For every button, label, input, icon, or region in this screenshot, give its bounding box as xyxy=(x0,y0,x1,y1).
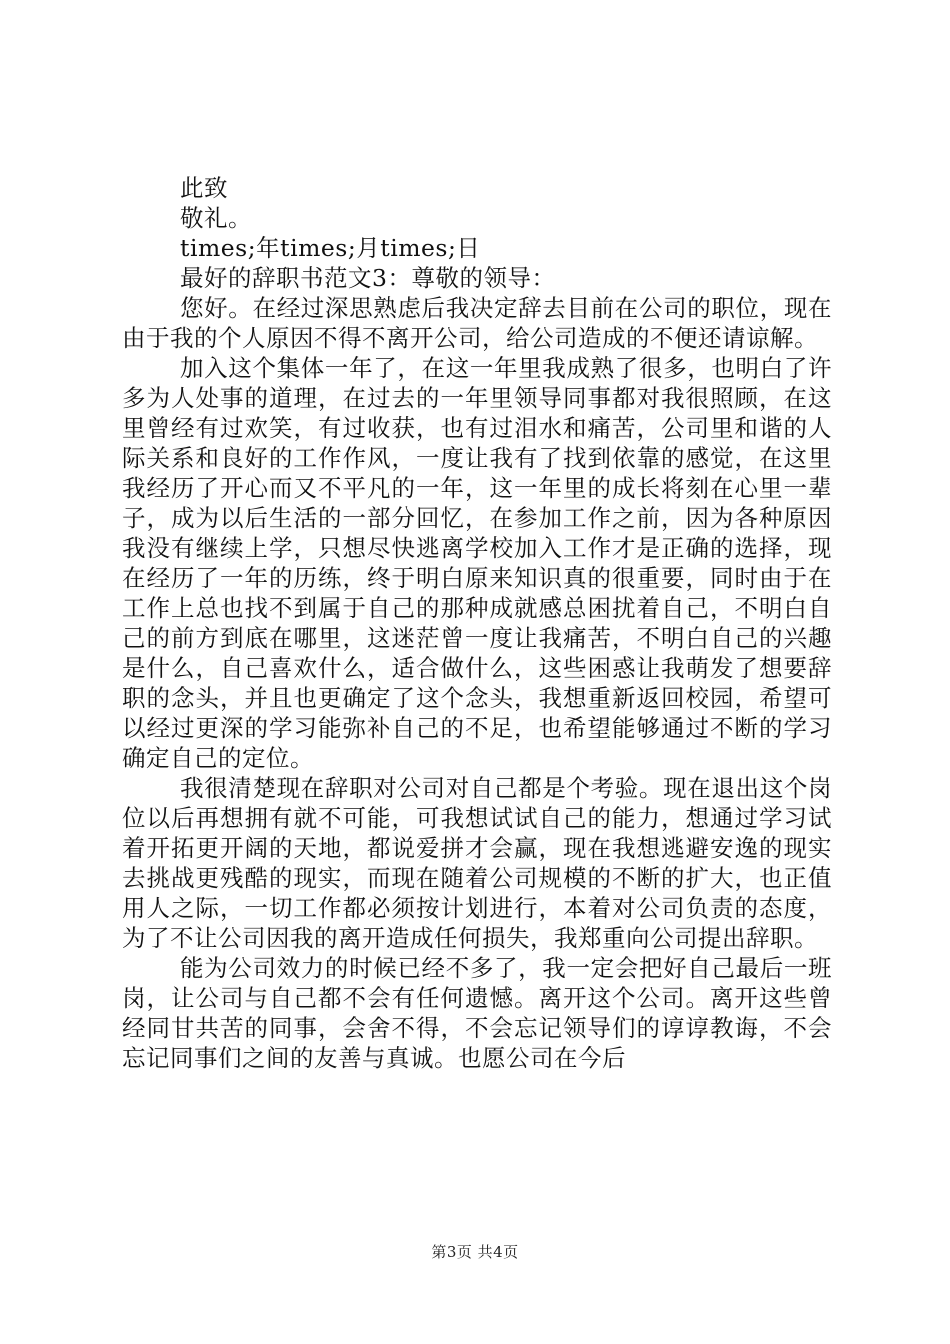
body-paragraph: 我很清楚现在辞职对公司对自己都是个考验。现在退出这个岗位以后再想拥有就不可能，可我想试试自己的能力，想通过学习试着开拓更开阔的天地，都说爱拼才会赢，现在我想逃避安逸的现实去挑战更残酷的现实，而现在随着公司规模的不断的扩大，也正值用人之际，一切工作都必须按计划进行，本着对公司负责的态度，为了不让公司因我的离开造成任何损失，我郑重向公司提出辞职。 xyxy=(122,774,832,952)
document-body xyxy=(122,173,832,1073)
closing-regards: 敬礼。 xyxy=(180,204,252,232)
section-heading: 最好的辞职书范文3：尊敬的领导： xyxy=(180,264,556,292)
body-paragraph: 加入这个集体一年了，在这一年里我成熟了很多，也明白了许多为人处事的道理，在过去的一年里领导同事都对我很照顾，在这里曾经有过欢笑，有过收获，也有过泪水和痛苦，公司里和谐的人际关系和良好的工作作风，一度让我有了找到依靠的感觉，在这里我经历了开心而又不平凡的一年，这一年里的成长将刻在心里一辈子，成为以后生活的一部分回忆，在参加工作之前，因为各种原因我没有继续上学，只想尽快逃离学校加入工作才是正确的选择，现在经历了一年的历练，终于明白原来知识真的很重要，同时由于在工作上总也找不到属于自己的那种成就感总困扰着自己，不明白自己的前方到底在哪里，这迷茫曾一度让我痛苦，不明白自己的兴趣是什么，自己喜欢什么，适合做什么，这些困惑让我萌发了想要辞职的念头，并且也更确定了这个念头，我想重新返回校园，希望可以经过更深的学习能弥补自己的不足，也希望能够通过不断的学习确定自己的定位。 xyxy=(122,354,832,772)
closing-salutation: 此致 xyxy=(180,174,228,202)
body-paragraph: 能为公司效力的时候已经不多了，我一定会把好自己最后一班岗，让公司与自己都不会有任何遗憾。离开这个公司。离开这些曾经同甘共苦的同事，会舍不得，不会忘记领导们的谆谆教诲，不会忘记同事们之间的友善与真诚。也愿公司在今后 xyxy=(122,954,832,1072)
page-footer: 第3页 共4页 xyxy=(431,1243,519,1261)
body-paragraph: 您好。在经过深思熟虑后我决定辞去目前在公司的职位，现在由于我的个人原因不得不离开公司，给公司造成的不便还请谅解。 xyxy=(122,294,832,352)
date-line: times;年times;月times;日 xyxy=(180,234,481,262)
